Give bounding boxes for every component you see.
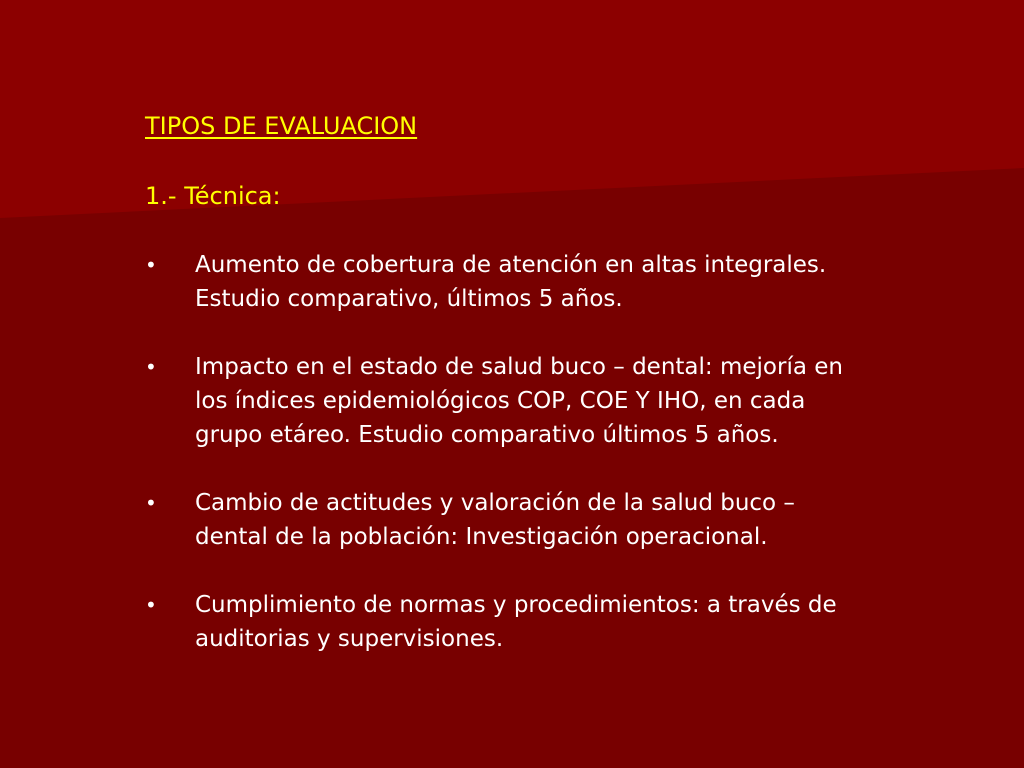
bullet-item (145, 350, 875, 452)
bullet-item (145, 486, 875, 554)
bullet-icon: • (145, 491, 157, 515)
slide-content (145, 108, 875, 690)
section-heading: 1.- Técnica: (145, 182, 281, 210)
slide-title: TIPOS DE EVALUACION (145, 112, 418, 140)
bullet-text: Cambio de actitudes y valoración de la salud buco – dental de la población: Investigación operacional. (195, 490, 795, 550)
bullet-icon: • (145, 355, 157, 379)
bullet-icon: • (145, 253, 157, 277)
bullet-list (145, 248, 875, 656)
bullet-text: Impacto en el estado de salud buco – dental: mejoría en los índices epidemiológicos COP, COE Y IHO, en cada grupo etáreo. Estudio comparativo últimos 5 años. (195, 354, 843, 448)
bullet-item (145, 248, 875, 316)
bullet-text: Aumento de cobertura de atención en altas integrales. Estudio comparativo, últimos 5 años. (195, 252, 827, 312)
bullet-text: Cumplimiento de normas y procedimientos: a través de auditorias y supervisiones. (195, 592, 837, 652)
bullet-item (145, 588, 875, 656)
bullet-icon: • (145, 593, 157, 617)
